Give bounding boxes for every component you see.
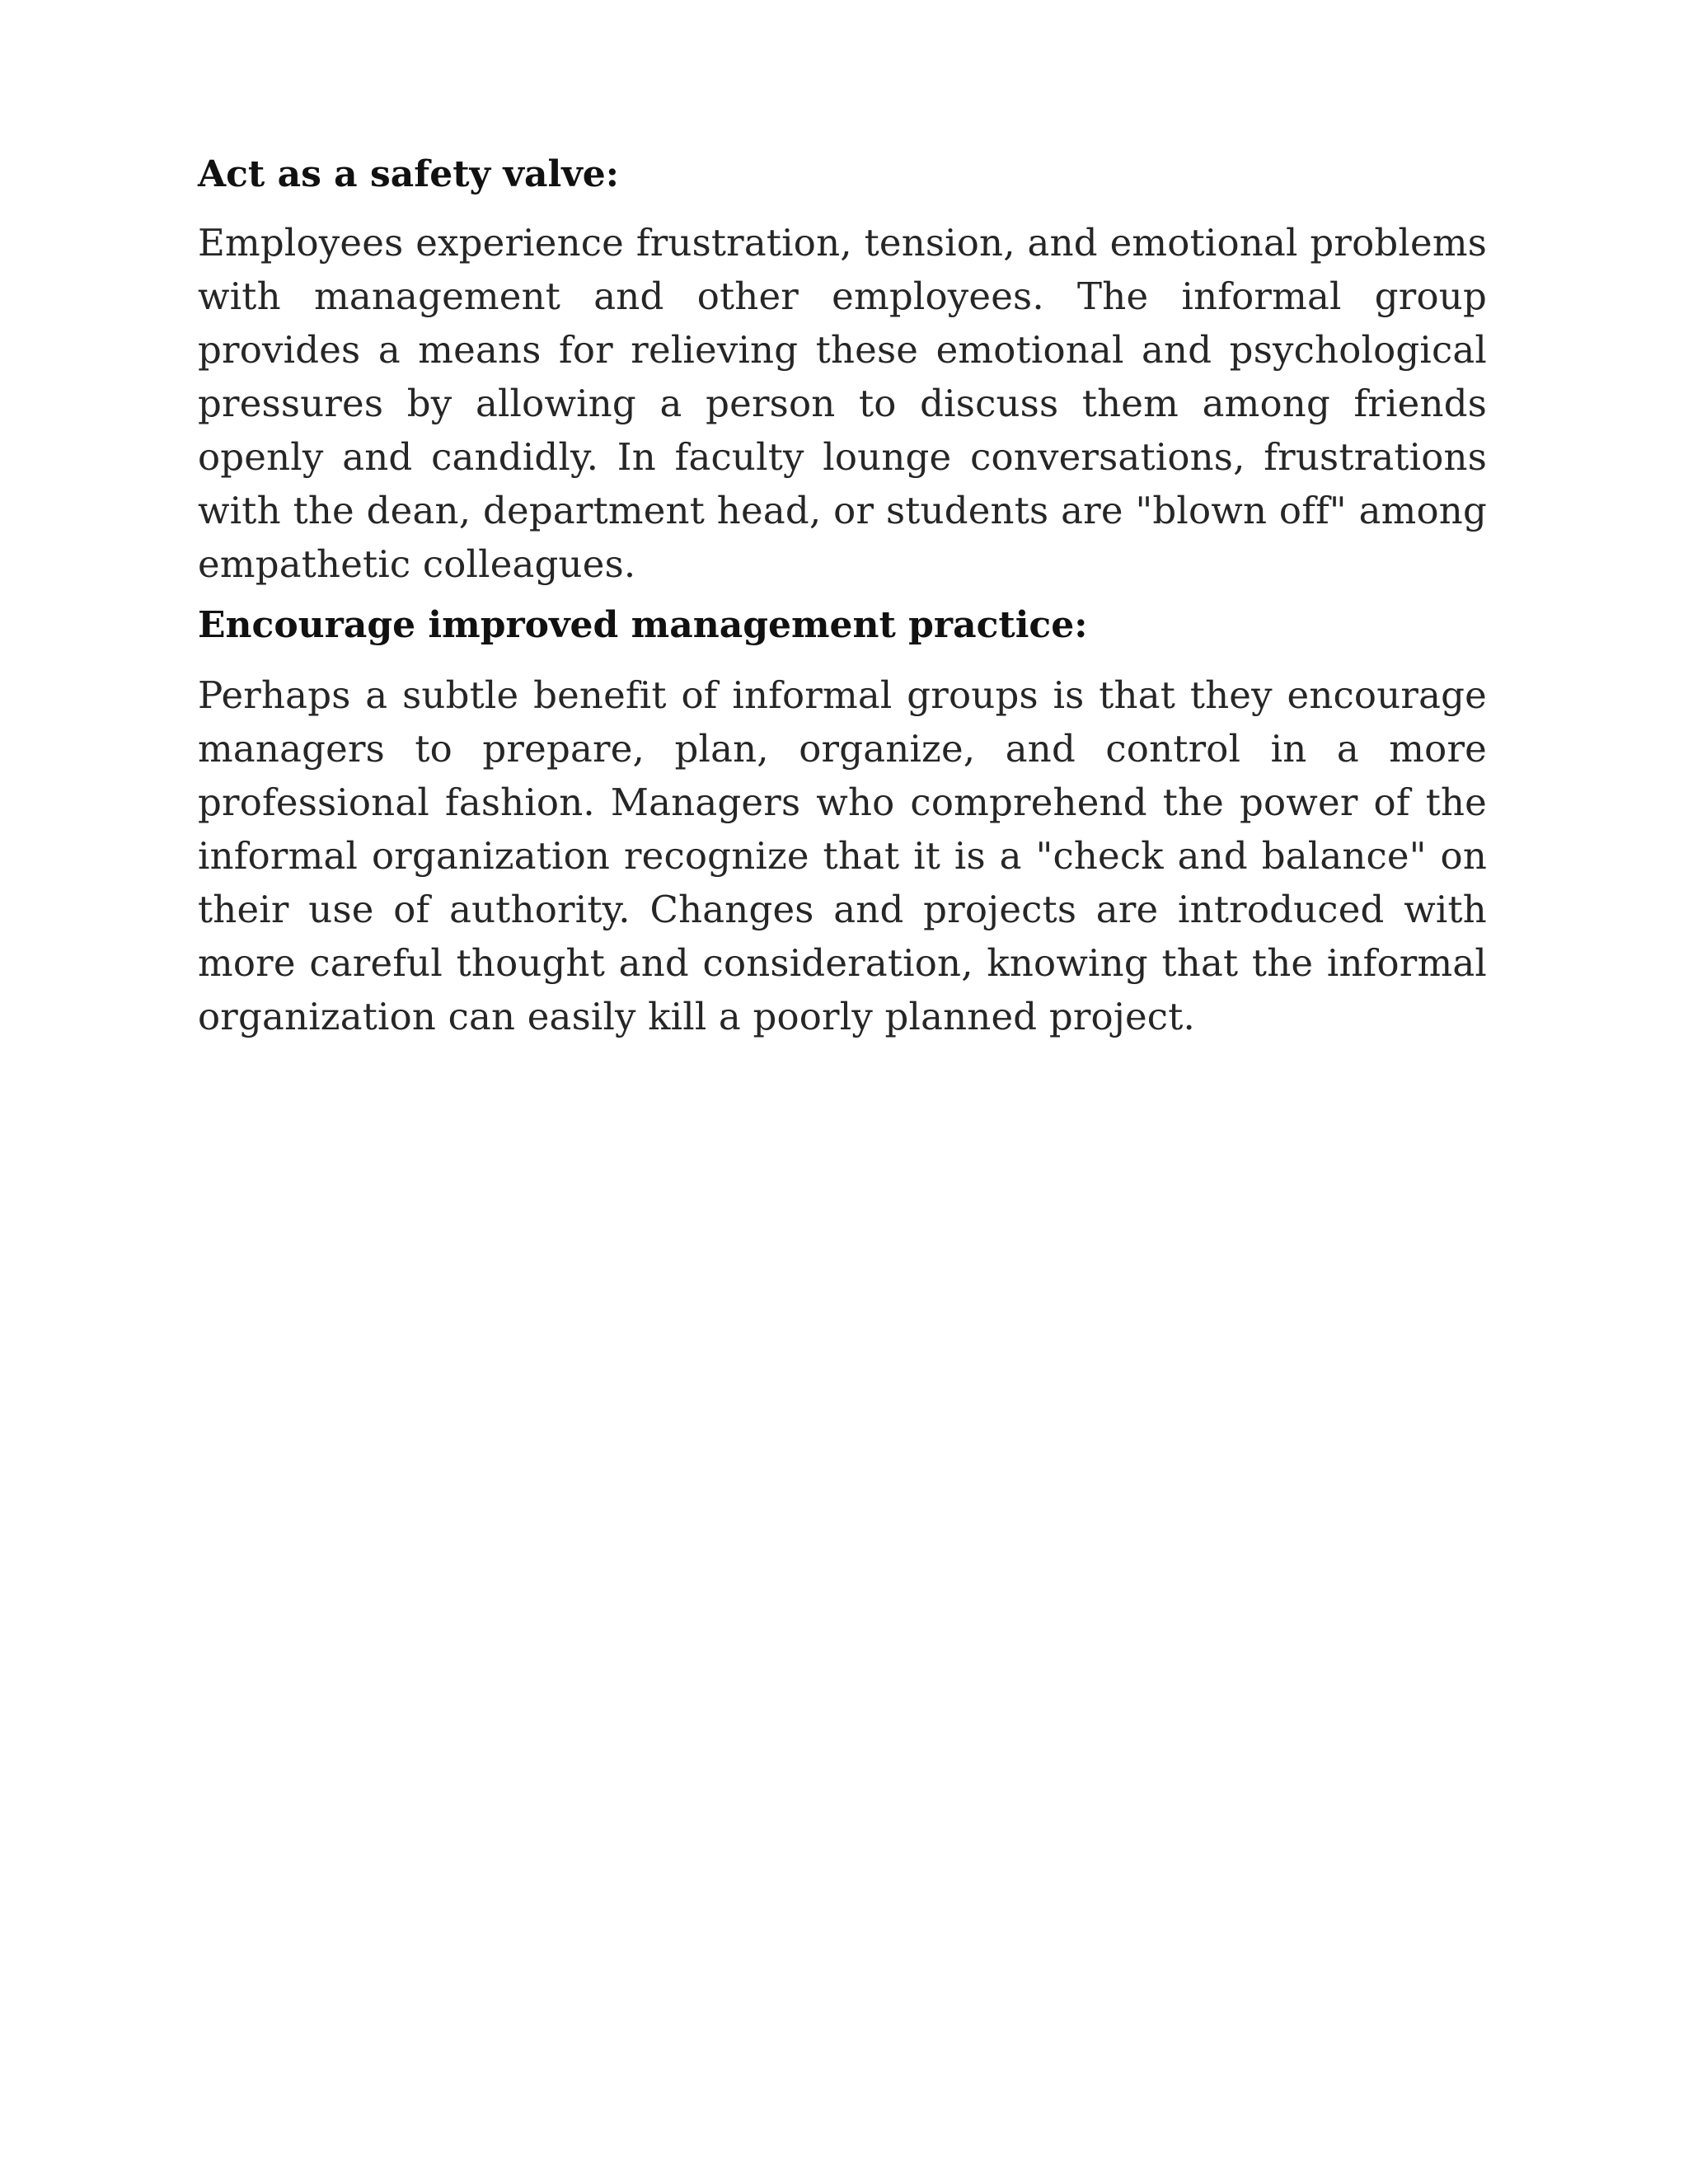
section-paragraph: Employees experience frustration, tension, and emotional problems with management and other employees. The informal group provides a means for relieving these emotional and psychological pressures by allowing a person to discuss them among friends openly and candidly. In faculty lounge conversations, frustrations with the dean, department head, or students are "blown off" among empathetic colleagues. [198,221,1487,586]
section-safety-valve [198,148,1487,591]
section-paragraph: Perhaps a subtle benefit of informal groups is that they encourage managers to prepare, plan, organize, and control in a more professional fashion. Managers who comprehend the power of the informal organization recognize that it is a "check and balance" on their use of authority. Changes and projects are introduced with more careful thought and consideration, knowing that the informal organization can easily kill a poorly planned project. [198,673,1487,1038]
section-management-practice [198,599,1487,1043]
section-heading: Act as a safety valve: [198,153,620,195]
section-heading: Encourage improved management practice: [198,604,1088,646]
document-page [198,148,1487,1043]
